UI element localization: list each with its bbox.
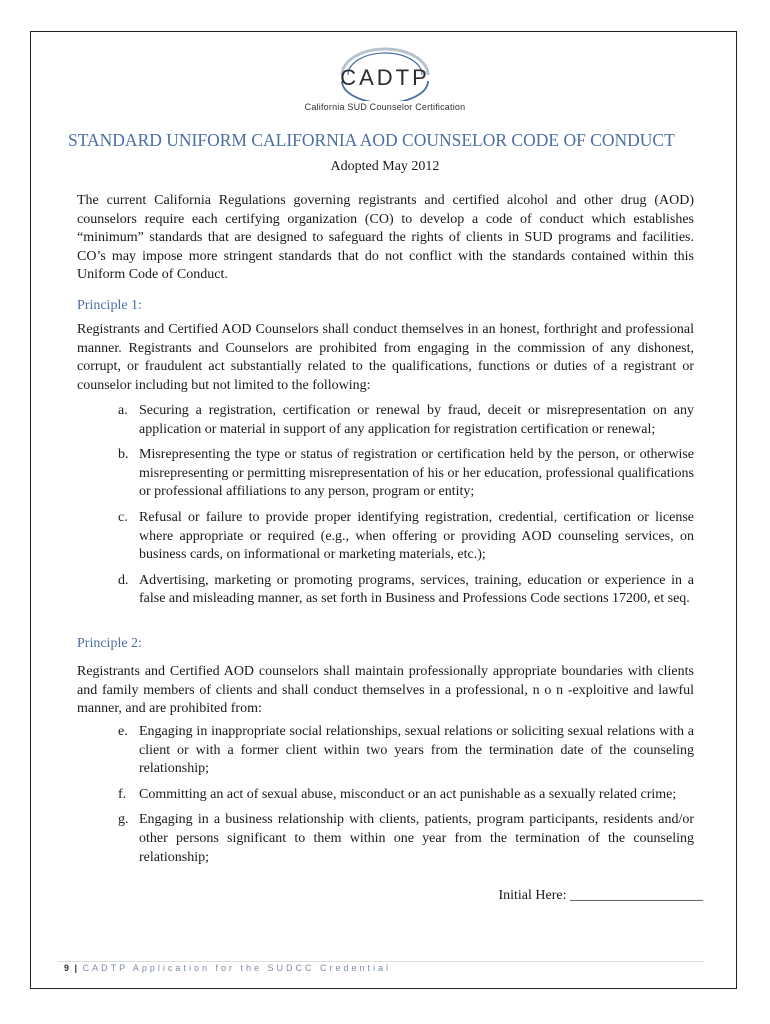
cadtp-logo: [0, 45, 770, 112]
list-item-text: Securing a registration, certification or renewal by fraud, deceit or misrepresentation on any application or material in support of any application for registration certification or renewal;: [139, 403, 694, 437]
list-item: [118, 811, 694, 867]
principle-1-heading: Principle 1:: [77, 298, 142, 313]
adopted-date: Adopted May 2012: [330, 159, 440, 174]
logo-text: CADTP: [340, 65, 430, 90]
logo-subtitle: California SUD Counselor Certification: [304, 102, 466, 112]
list-marker: a.: [118, 403, 128, 418]
list-marker: g.: [118, 812, 129, 828]
principle-2-text: Registrants and Certified AOD counselors shall maintain professionally appropriate boundaries with clients and family members of clients and shall conduct themselves in a professional, n o n -exploitive and lawful manner, and are prohibited from:: [77, 664, 694, 717]
page-number: 9: [64, 963, 70, 973]
initial-here-field[interactable]: Initial Here: ___________________: [498, 888, 703, 903]
principle-1-list: [118, 402, 694, 616]
list-item-text: Advertising, marketing or promoting programs, services, training, education or experience in a false and misleading manner, as set forth in Business and Professions Code sections 17200, et seq.: [139, 572, 694, 607]
list-item-text: Refusal or failure to provide proper identifying registration, credential, certification or license where appropriate or required (e.g., when offering or providing AOD counseling services, on business cards, on informational or marketing materials, etc.);: [139, 509, 694, 563]
list-marker: d.: [118, 572, 129, 588]
list-marker: e.: [118, 724, 128, 739]
page-footer: [64, 963, 391, 973]
list-item-text: Engaging in inappropriate social relationships, sexual relations or soliciting sexual relations with a client or with a former client within two years from the termination date of the counseling relationship;: [139, 724, 694, 777]
logo-emblem-icon: [330, 45, 440, 101]
principle-1-text: Registrants and Certified AOD Counselors shall conduct themselves in an honest, forthright and professional manner. Registrants and Counselors are prohibited from engaging in the commission of any dishonest, corrupt, or fraudulent act substantially related to the qualifications, functions or duties of a registrant or counselor including but not limited to the following:: [77, 322, 694, 393]
list-marker: b.: [118, 447, 129, 463]
list-item-text: Committing an act of sexual abuse, misconduct or an act punishable as a sexually related crime;: [139, 786, 677, 802]
intro-paragraph: The current California Regulations governing registrants and certified alcohol and other drug (AOD) counselors require each certifying organization (CO) to develop a code of conduct which establishes “minimum” standards that are designed to safeguard the rights of clients in SUD programs and facilities. CO’s may impose more stringent standards that do not conflict with the standards contained within this Uniform Code of Conduct.: [77, 193, 694, 283]
list-item: [118, 786, 694, 805]
list-item: [118, 723, 694, 779]
footer-divider: [58, 961, 704, 962]
list-marker: f.: [118, 786, 127, 802]
list-item-text: Misrepresenting the type or status of registration or certification held by the person, or otherwise misrepresenting or permitting misrepresentation of his or her education, professional qualifications or professional affiliations to any person, program or entity;: [139, 447, 694, 500]
list-item-text: Engaging in a business relationship with clients, patients, program participants, residents and/or other persons significant to them within one year from the termination of the counseling relationship;: [139, 812, 694, 865]
footer-text: CADTP Application for the SUDCC Credential: [82, 963, 391, 973]
principle-2-heading: Principle 2:: [77, 636, 142, 651]
list-item: [118, 446, 694, 502]
list-marker: c.: [118, 509, 128, 525]
list-item: [118, 402, 694, 439]
list-item: [118, 572, 694, 609]
principle-2-list: [118, 723, 694, 874]
document-title: STANDARD UNIFORM CALIFORNIA AOD COUNSELOR CODE OF CONDUCT: [68, 130, 675, 150]
list-item: [118, 509, 694, 565]
footer-separator: |: [74, 963, 78, 973]
